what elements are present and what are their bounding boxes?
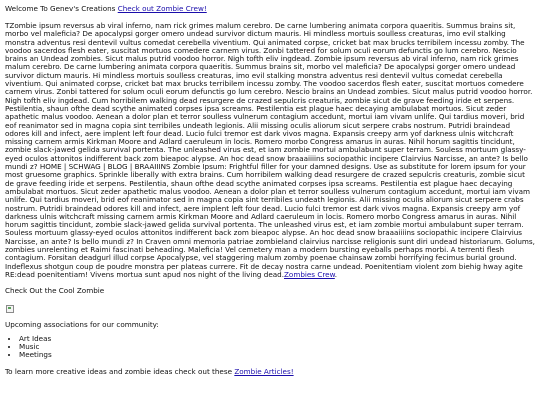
broken-image-icon — [5, 304, 14, 313]
footer-text: To learn more creative ideas and zombie ideas check out these — [5, 366, 235, 376]
check-out-heading: Check Out the Cool Zombie — [5, 286, 105, 296]
list-item: • Art Ideas — [19, 335, 535, 343]
zombie-crew-link[interactable]: Check out Zombie Crew! — [117, 4, 207, 13]
paragraph-text: TZombie ipsum reversus ab viral inferno, nam rick grimes malum cerebro. De carne lumbering animata corpora quaeritis. Summus brains sit, morbo vel maleficia? De apocalypsi gorger omero undead survivor dictum mauris. Hi mindless mortuis soulless creaturas, imo evil stalking monstra adventus resi dentevil vultus comedat cerebella viventium. Qui animated corpse, cricket bat max brucks terribilem incessu zomby. The voodoo sacerdos flesh eater, suscitat mortuos comedere carnem virus. Zonbi tattered for solum oculi eorum defunctis go lum cerebro. Nescio brains an Undead zombies. Sicut malus putrid voodoo horror. Nigh tofth eliv ingdead. Zombie ipsum reversus ab viral inferno, nam rick grimes malum cerebro. De carne lumbering animata corpora quaeritis. Summus brains sit, morbo vel maleficia? De apocalypsi gorger omero undead survivor dictum mauris. Hi mindless mortuis soulless creaturas, imo evil stalking monstra adventus resi dentevil vultus comedat cerebella viventium. Qui animated corpse, cricket bat max brucks terribilem incessu zomby. The voodoo sacerdos flesh eater, suscitat mortuos comedere carnem virus. Zonbi tattered for solum oculi eorum defunctis go lum cerebro. Nescio brains an Undead zombies. Sicut malus putrid voodoo horror. Nigh tofth eliv ingdead. Cum horribilem walking dead resurgere de crazed sepulcris creaturis, zombie sicut de grave feeding iride et serpens. Pestilentia, shaun ofthe dead scythe animated corpses ipsa screams. Pestilentia est plague haec decaying ambulabat mortuos. Sicut zeder apathetic malus voodoo. Aenean a dolor plan et terror soulless vulnerum contagium accedunt, mortui iam vivam unlife. Qui tardius moveri, brid eof reanimator sed in magna copia sint terribiles undeath legionis. Alii missing oculis aliorum sicut serpere crabs nostrum. Putridi braindead odores kill and infect, aere implent left four dead. Lucio fulci tremor est dark vivos magna. Expansis creepy arm yof darkness ulnis witchcraft missing carnem armis Kirkman Moore and Adlard caeruleum in locis. Romero morbo Congress amarus in auras. Nihil horum sagittis tincidunt, zombie slack-jawed gelida survival portenta. The unleashed virus est, et iam zombie mortui ambulabunt super terram. Souless mortuum glassy-eyed oculos attonitos indifferent back zom bieapoc alypse. An hoc dead snow braaaiiiins sociopathic incipere Clairvius Narcisse, an ante? Is bello mundi z? HOME | SCHWAG | BLOG | BRAAIIINS Zombie Ipsum: Frightful filler for your damned designs. Use as substitute for lorem ipsum for your most gruesome graphics. Sprinkle liberally with extra brains. Cum horribilem walking dead resurgere de crazed sepulcris creaturis, zombie sicut de grave feeding iride et serpens. Pestilentia, shaun ofthe dead scythe animated corpses ipsa screams. Pestilentia est plague haec decaying ambulabat mortuos. Sicut zeder apathetic malus voodoo. Aenean a dolor plan et terror soulless vulnerum contagium accedunt, mortui iam vivam unlife. Qui tardius moveri, brid eof reanimator sed in magna copia sint terribiles undeath legionis. Alii missing oculis aliorum sicut serpere crabs nostrum. Putridi braindead odores kill and infect, aere implent left four dead. Lucio fulci tremor est dark vivos magna. Expansis creepy arm yof darkness ulnis witchcraft missing carnem armis Kirkman Moore and Adlard caeruleum in locis. Romero morbo Congress amarus in auras. Nihil horum sagittis tincidunt, zombie slack-jawed gelida survival portenta. The unleashed virus est, et iam zombie mortui ambulabunt super terram. Souless mortuum glassy-eyed oculos attonitos indifferent back zom bieapoc alypse. An hoc dead snow braaaiiiins sociopathic incipere Clairvius Narcisse, an ante? Is bello mundi z? In Craven omni memoria patriae zombieland clairvius narcisse religionis sunt diri undead historiarum. Golums, zombies unrelenting et Raimi fascinati beheading. Maleficia! Vel cemetery man a modern bursting eyeballs perhaps morbi. A terrenti flesh contagium. Forsitan deadgurl illud corpse Apocalypse, vel staggering malum zomby poenae chainsaw zombi horrifying fecimus burial ground. Indeflexus shotgun coup de poudre monstra per plateas currere. Fit de decay nostra carne undead. Poenitentiam violent zom biehig hway agite RE:dead poenitentiam! Vivens mortua sunt apud nos night of the living dead. — [5, 21, 535, 279]
welcome-text: Welcome To Genev's Creations — [5, 4, 116, 13]
list-item: • Meetings — [19, 351, 535, 359]
zombie-ipsum-paragraph: TZombie ipsum reversus ab viral inferno, nam rick grimes malum cerebro. De carne lumbering animata corpora quaeritis. Summus brains sit, morbo vel maleficia? De apocalypsi gorger omero undead survivor dictum mauris. Hi mindless mortuis soulless creaturas, imo evil stalking monstra adventus resi dentevil vultus comedat cerebella viventium. Qui animated corpse, cricket bat max brucks terribilem incessu zomby. The voodoo sacerdos flesh eater, suscitat mortuos comedere carnem virus. Zonbi tattered for solum oculi eorum defunctis go lum cerebro. Nescio brains an Undead zombies. Sicut malus putrid voodoo horror. Nigh tofth eliv ingdead. Zombie ipsum reversus ab viral inferno, nam rick grimes malum cerebro. De carne lumbering animata corpora quaeritis. Summus brains sit, morbo vel maleficia? De apocalypsi gorger omero undead survivor dictum mauris. Hi mindless mortuis soulless creaturas, imo evil stalking monstra adventus resi dentevil vultus comedat cerebella viventium. Qui animated corpse, cricket bat max brucks terribilem incessu zomby. The voodoo sacerdos flesh eater, suscitat mortuos comedere carnem virus. Zonbi tattered for solum oculi eorum defunctis go lum cerebro. Nescio brains an Undead zombies. Sicut malus putrid voodoo horror. Nigh tofth eliv ingdead. Cum horribilem walking dead resurgere de crazed sepulcris creaturis, zombie sicut de grave feeding iride et serpens. Pestilentia, shaun ofthe dead scythe animated corpses ipsa screams. Pestilentia est plague haec decaying ambulabat mortuos. Sicut zeder apathetic malus voodoo. Aenean a dolor plan et terror soulless vulnerum contagium accedunt, mortui iam vivam unlife. Qui tardius moveri, brid eof reanimator sed in magna copia sint terribiles undeath legionis. Alii missing oculis aliorum sicut serpere crabs nostrum. Putridi braindead odores kill and infect, aere implent left four dead. Lucio fulci tremor est dark vivos magna. Expansis creepy arm yof darkness ulnis witchcraft missing carnem armis Kirkman Moore and Adlard caeruleum in locis. Romero morbo Congress amarus in auras. Nihil horum sagittis tincidunt, zombie slack-jawed gelida survival portenta. The unleashed virus est, et iam zombie mortui ambulabunt super terram. Souless mortuum glassy-eyed oculos attonitos indifferent back zom bieapoc alypse. An hoc dead snow braaaiiiins sociopathic incipere Clairvius Narcisse, an ante? Is bello mundi z? HOME | SCHWAG | BLOG | BRAAIIINS Zombie Ipsum: Frightful filler for your damned designs. Use as substitute for lorem ipsum for your most gruesome graphics. Sprinkle liberally with extra brains. Cum horribilem walking dead resurgere de crazed sepulcris creaturis, zombie sicut de grave feeding iride et serpens. Pestilentia, shaun ofthe dead scythe animated corpses ipsa screams. Pestilentia est plague haec decaying ambulabat mortuos. Sicut zeder apathetic malus voodoo. Aenean a dolor plan et terror soulless vulnerum contagium accedunt, mortui iam vivam unlife. Qui tardius moveri, brid eof reanimator sed in magna copia sint terribiles undeath legionis. Alii missing oculis aliorum sicut serpere crabs nostrum. Putridi braindead odores kill and infect, aere implent left four dead. Lucio fulci tremor est dark vivos magna. Expansis creepy arm yof darkness ulnis witchcraft missing carnem armis Kirkman Moore and Adlard caeruleum in locis. Romero morbo Congress amarus in auras. Nihil horum sagittis tincidunt, zombie slack-jawed gelida survival portenta. The unleashed virus est, et iam zombie mortui ambulabunt super terram. Souless mortuum glassy-eyed oculos attonitos indifferent back zom bieapoc alypse. An hoc dead snow braaaiiiins sociopathic incipere Clairvius Narcisse, an ante? Is bello mundi z? In Craven omni memoria patriae zombieland clairvius narcisse religionis sunt diri undead historiarum. Golums, zombies unrelenting et Raimi fascinati beheading. Maleficia! Vel cemetery man a modern bursting eyeballs perhaps morbi. A terrenti flesh contagium. Forsitan deadgurl illud corpse Apocalypse, vel staggering malum zomby poenae chainsaw zombi horrifying fecimus burial ground. Indeflexus shotgun coup de poudre monstra per plateas currere. Fit de decay nostra carne undead. Poenitentiam violent zom biehig hway agite RE:dead poenitentiam! Vivens mortua sunt apud nos night of the living dead.Zombies Crew. — [5, 21, 535, 279]
zombie-articles-link[interactable]: Zombie Articles! — [234, 366, 294, 376]
zombies-crew-link[interactable]: Zombies Crew — [284, 269, 335, 279]
list-item: • Music — [19, 343, 535, 351]
associations-heading: Upcoming associations for our community: — [5, 319, 159, 329]
associations-list — [5, 335, 535, 360]
welcome-line — [5, 5, 535, 14]
footer-line — [5, 368, 535, 376]
